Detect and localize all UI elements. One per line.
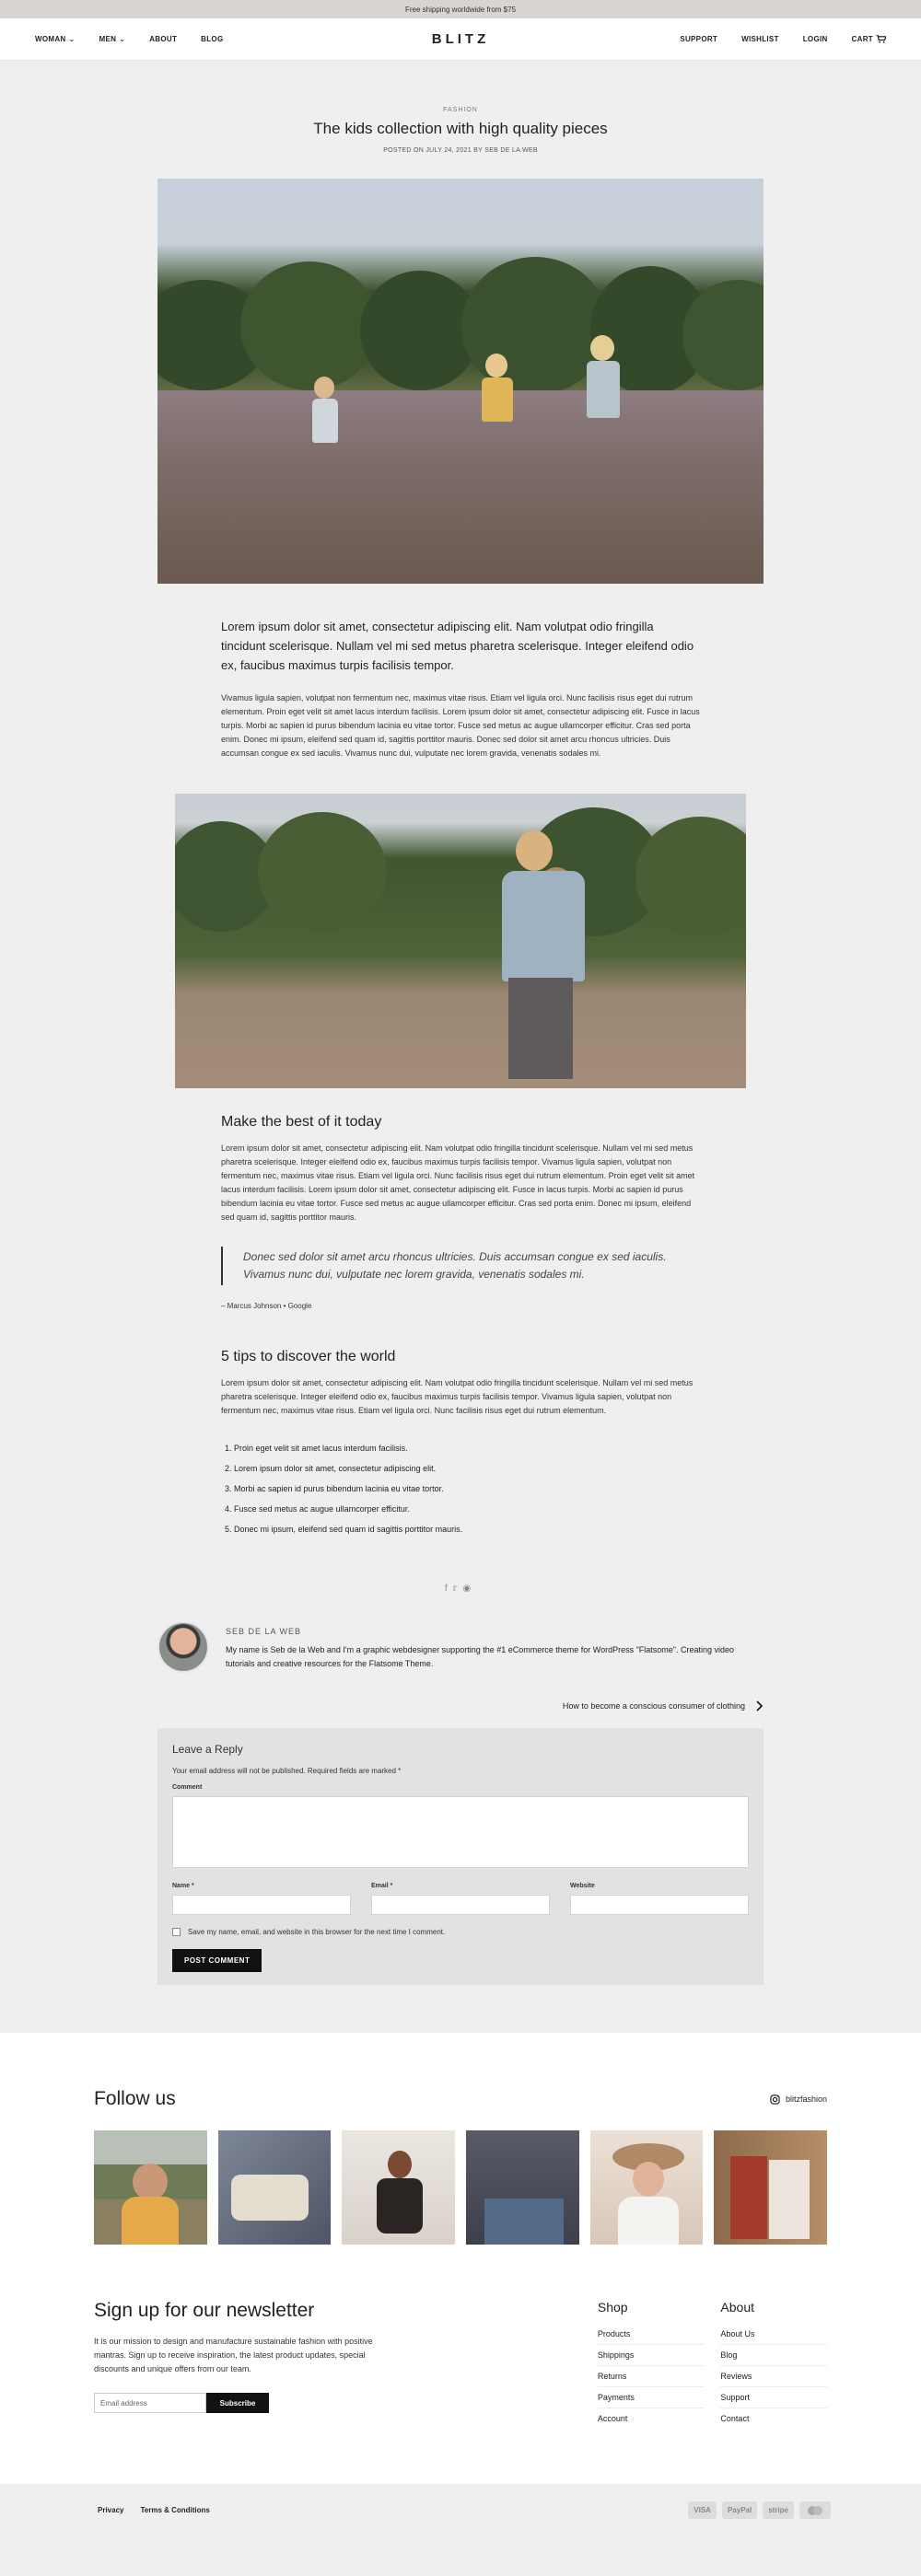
about-title: About [720,2300,755,2315]
post-image-hug [175,794,746,1088]
subscribe-button[interactable]: Subscribe [206,2393,269,2413]
comment-form [157,1728,764,1985]
footer-link-contact[interactable]: Contact [720,2414,750,2423]
reply-title: Leave a Reply [172,1743,243,1756]
list-item: 5. Donec mi ipsum, eleifend sed quam id sagittis porttitor mauris. [234,1519,700,1539]
post-title: The kids collection with high quality pieces [313,120,608,137]
child-body [502,871,585,981]
instagram-tile[interactable] [590,2130,704,2245]
announcement-text: Free shipping worldwide from $75 [404,5,517,14]
nav-cart[interactable] [852,35,886,43]
footer-link-account[interactable]: Account [597,2414,628,2423]
share-icons [0,1584,921,1594]
author-name: SEB DE LA WEB [226,1627,302,1636]
comment-textarea[interactable] [172,1796,749,1868]
list-item: 3. Morbi ac sapien id purus bibendum lacinia eu vitae tortor. [234,1479,700,1499]
about-links [720,2300,827,2429]
post-body [221,617,700,760]
author-box [157,1621,764,1673]
instagram-icon [770,2094,780,2105]
footer [0,2033,921,2484]
list-item: 2. Lorem ipsum dolor sit amet, consectetur adipiscing elit. [234,1458,700,1479]
stripe-icon: stripe [763,2501,794,2519]
footer-bottom [0,2484,921,2536]
section-heading: 5 tips to discover the world [221,1349,396,1364]
nav-wishlist[interactable]: WISHLIST [741,35,779,43]
main-nav [35,35,348,43]
author-bio: My name is Seb de la Web and I'm a graphic webdesigner supporting the #1 eCommerce theme for WordPress "Flatsome". Creating video tutorials and creative resources for the Flatsome Theme. [226,1645,735,1668]
instagram-tile[interactable] [218,2130,332,2245]
footer-link-payments[interactable]: Payments [598,2387,705,2408]
instagram-tile[interactable] [94,2130,207,2245]
footer-link-products[interactable]: Products [598,2324,705,2345]
nav-men[interactable] [99,35,126,43]
website-label: Website [570,1883,595,1889]
nav-about[interactable] [149,35,177,43]
nav-about-label: ABOUT [149,35,178,43]
footer-link-blog[interactable]: Blog [720,2345,827,2366]
tree-shape [240,261,379,390]
email-field[interactable] [371,1895,550,1915]
cart-icon [876,35,886,43]
hero-image [157,179,764,584]
tips-list [221,1438,700,1539]
account-nav [573,35,886,43]
next-post-label: How to become a conscious consumer of clothing [562,1701,745,1711]
site-header [0,18,921,61]
chevron-down-icon: ⌄ [119,35,126,43]
reply-note: Your email address will not be published. Required fields are marked * [172,1767,402,1775]
post-meta: POSTED ON JULY 24, 2021 BY SEB DE LA WEB [383,147,538,154]
instagram-tile[interactable] [342,2130,455,2245]
list-item: 1. Proin eget velit sit amet lacus interdum facilisis. [234,1438,700,1458]
website-field[interactable] [570,1895,749,1915]
twitter-icon[interactable]: 𝕣 [452,1584,463,1594]
chevron-right-icon [756,1700,764,1712]
body-paragraph: Vivamus ligula sapien, volutpat non fermentum nec, maximus vitae risus. Etiam vel ligula orci. Nunc facilisis risus eget dui rutrum elementum. Proin eget velit sit amet lacus interdum facilisis. Lorem ipsum dolor sit amet, consectetur adipiscing elit. Fusce in lacus turpis. Morbi ac sapien id purus bibendum lacinia eu vitae tortor. Fusce sed metus ac augue ullamcorper efficitur. Cras sed porta enim. Donec mi ipsum, eleifend sed quam id, sagittis porttitor mauris. Donec sed dolor sit amet arcu rhoncus ultricies. Duis accumsan congue ex sed iaculis. Vivamus nunc dui, vulputate nec lorem gravida, venenatis sodales mi. [221,693,700,758]
footer-link-returns[interactable]: Returns [598,2366,705,2387]
payment-icons [688,2501,831,2519]
list-item: 4. Fusce sed metus ac augue ullamcorper efficitur. [234,1499,700,1519]
body-paragraph: Lorem ipsum dolor sit amet, consectetur adipiscing elit. Nam volutpat odio fringilla tincidunt scelerisque. Nullam vel mi sed metus pharetra scelerisque. Integer eleifend odio ex, faucibus maximus turpis facilisis tempor. Vivamus ligula sapien, volutpat non fermentum nec, maximus vitae risus. Etiam vel ligula orci. Nunc facilisis risus eget dui rutrum elementum. Proin eget velit sit amet lacus interdum facilisis. Lorem ipsum dolor sit amet, consectetur adipiscing elit. Fusce in lacus turpis. Morbi ac sapien id purus bibendum lacinia eu vitae tortor. Fusce sed metus ac augue ullamcorper efficitur. Cras sed porta enim. Donec mi ipsum, eleifend sed quam id, sagittis porttitor mauris. [221,1143,695,1222]
footer-link-shippings[interactable]: Shippings [598,2345,705,2366]
save-info-label: Save my name, email, and website in this browser for the next time I comment. [188,1928,446,1936]
newsletter-text: It is our mission to design and manufacture sustainable fashion with positive mantras. Sign up to receive inspiration, the latest product updates, special discounts and unique offers from our team. [94,2337,373,2373]
name-field[interactable] [172,1895,351,1915]
footer-link-reviews[interactable]: Reviews [720,2366,827,2387]
announcement-bar [0,0,921,18]
visa-icon: VISA [688,2501,717,2519]
body-paragraph: Lorem ipsum dolor sit amet, consectetur adipiscing elit. Nam volutpat odio fringilla tincidunt scelerisque. Nullam vel mi sed metus pharetra scelerisque. Integer eleifend odio ex, faucibus maximus turpis facilisis tempor. Vivamus ligula sapien, volutpat non fermentum nec, maximus vitae risus. Etiam vel ligula orci. Nunc facilisis risus eget dui rutrum elementum. [221,1378,694,1415]
chevron-down-icon: ⌄ [68,35,76,43]
post-category[interactable]: FASHION [443,107,478,113]
footer-link-about-us[interactable]: About Us [720,2324,827,2345]
nav-woman[interactable] [35,35,76,43]
instagram-tile[interactable] [714,2130,827,2245]
newsletter [94,2300,581,2429]
post-header [0,61,921,154]
save-info-checkbox[interactable] [172,1928,181,1936]
post-body-2 [221,1114,700,1539]
privacy-link[interactable]: Privacy [98,2506,124,2514]
section-heading: Make the best of it today [221,1114,382,1130]
next-post-link[interactable] [157,1700,764,1712]
lead-paragraph: Lorem ipsum dolor sit amet, consectetur adipiscing elit. Nam volutpat odio fringilla tincidunt scelerisque. Nullam vel mi sed metus pharetra scelerisque. Integer eleifend odio ex, faucibus maximus turpis facilisis tempor. [221,620,694,672]
nav-woman-label: WOMAN [35,35,66,43]
newsletter-title: Sign up for our newsletter [94,2300,315,2321]
name-label: Name * [172,1883,194,1889]
child-head [516,830,553,871]
nav-blog-label: BLOG [201,35,224,43]
avatar [157,1621,209,1673]
newsletter-email-input[interactable]: Email address [94,2393,206,2413]
facebook-icon[interactable]: f [444,1584,453,1594]
paypal-icon: PayPal [722,2501,757,2519]
post-comment-button[interactable]: POST COMMENT [172,1949,262,1972]
terms-link[interactable]: Terms & Conditions [140,2506,210,2514]
nav-login[interactable]: LOGIN [802,35,828,43]
child-legs [508,978,573,1079]
shop-links [598,2300,705,2429]
comment-label: Comment [172,1784,203,1791]
nav-support[interactable]: SUPPORT [680,35,718,43]
pull-quote: Donec sed dolor sit amet arcu rhoncus ultricies. Duis accumsan congue ex sed iaculis. Vivamus nunc dui, vulputate nec lorem gravida, venenatis sodales mi. [221,1247,700,1285]
pinterest-icon[interactable]: ◉ [462,1584,477,1594]
site-logo[interactable]: BLITZ [431,31,490,47]
email-label: Email * [371,1883,393,1889]
follow-title: Follow us [94,2088,176,2109]
instagram-link[interactable] [770,2094,827,2105]
instagram-handle: blitzfashion [785,2094,827,2104]
nav-cart-label: CART [851,35,873,43]
instagram-tile[interactable] [466,2130,579,2245]
footer-link-support[interactable]: Support [720,2387,827,2408]
quote-citation: – Marcus Johnson • Google [221,1302,312,1310]
nav-men-label: MEN [99,35,117,43]
shop-title: Shop [597,2300,628,2315]
instagram-grid [94,2130,827,2245]
nav-blog[interactable] [201,35,223,43]
heather-field [157,390,764,584]
mastercard-icon [799,2501,831,2519]
